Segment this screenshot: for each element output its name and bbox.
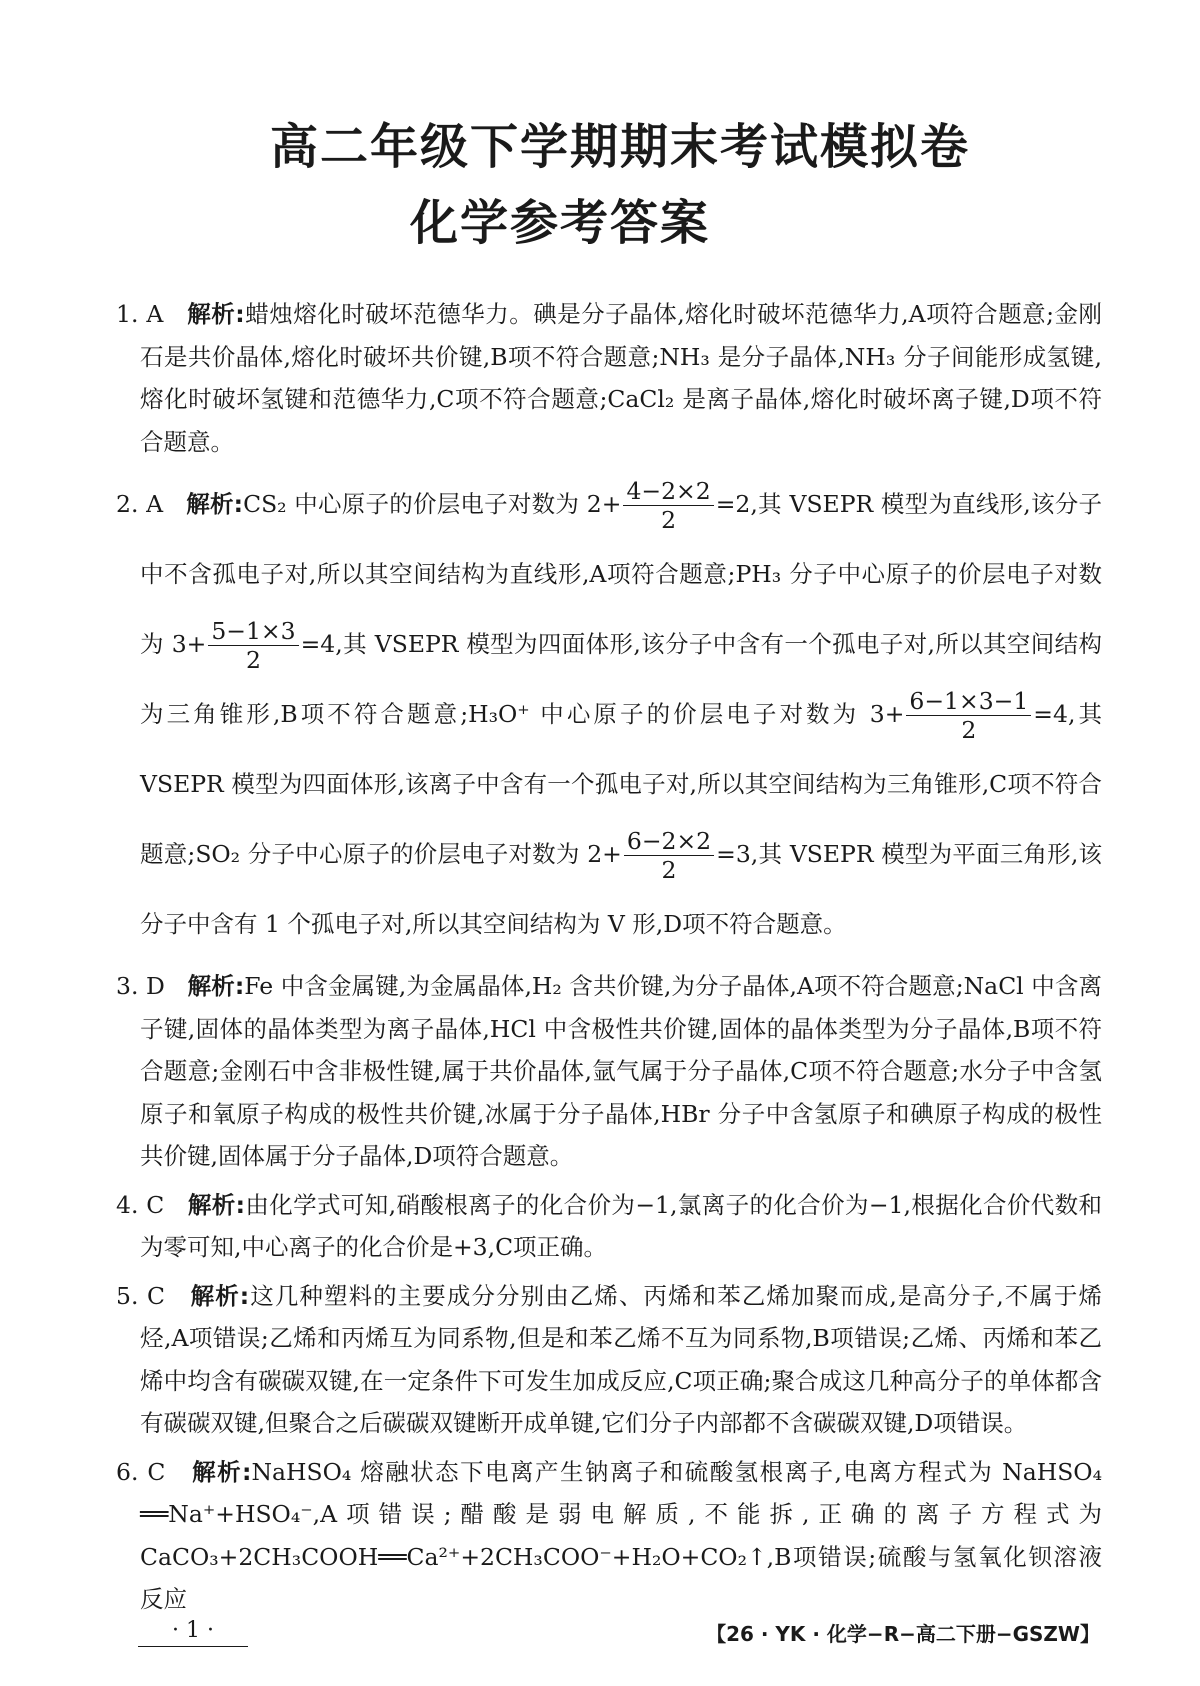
answer-item-1: [116, 293, 1102, 463]
analysis-label: 解析:: [187, 1190, 245, 1219]
answer-item-2: [116, 469, 1102, 959]
analysis-label: 解析:: [187, 300, 245, 328]
fraction: [624, 827, 714, 884]
answer-text-part: CS₂ 中心原子的价层电子对数为 2+: [243, 490, 622, 518]
page-title: 高二年级下学期期末考试模拟卷: [270, 119, 971, 175]
answer-text: Fe 中含金属键,为金属晶体,H₂ 含共价键,为分子晶体,A项不符合题意;NaCl 中含离子键,固体的晶体类型为离子晶体,HCl 中含极性共价键,固体的晶体类型为分子晶体,B项不符合题意;金刚石中含非极性键,属于共价晶体,氩气属于分子晶体,C项不符合题意;水分子中含氢原子和氧原子构成的极性共价键,冰属于分子晶体,HBr 分子中含氢原子和碘原子构成的极性共价键,固体属于分子晶体,D项符合题意。: [140, 972, 1102, 1170]
answer-item-5: [116, 1275, 1102, 1445]
answer-text: 蜡烛熔化时破坏范德华力。碘是分子晶体,熔化时破坏范德华力,A项符合题意;金刚石是共价晶体,熔化时破坏共价键,B项不符合题意;NH₃ 是分子晶体,NH₃ 分子间能形成氢键,熔化时破坏氢键和范德华力,C项不符合题意;CaCl₂ 是离子晶体,熔化时破坏离子键,D项不符合题意。: [140, 300, 1103, 456]
answer-body: [116, 293, 1102, 1627]
fraction-denominator: 2: [961, 716, 977, 744]
fraction-denominator: 2: [661, 856, 677, 884]
fraction-numerator: 6−2×2: [624, 827, 714, 856]
answer-text: 这几种塑料的主要成分分别由乙烯、丙烯和苯乙烯加聚而成,是高分子,不属于烯烃,A项错误;乙烯和丙烯互为同系物,但是和苯乙烯不互为同系物,B项错误;乙烯、丙烯和苯乙烯中均含有碳碳双键,在一定条件下可发生加成反应,C项正确;聚合成这几种高分子的单体都含有碳碳双键,但聚合之后碳碳双键断开成单键,它们分子内部都不含碳碳双键,D项错误。: [140, 1281, 1102, 1437]
page-subtitle: 化学参考答案: [410, 195, 711, 251]
answer-number: 3. D: [116, 972, 165, 1000]
fraction-denominator: 2: [661, 506, 677, 534]
fraction-numerator: 4−2×2: [623, 477, 713, 506]
fraction-denominator: 2: [245, 646, 261, 674]
answer-text-part: =4,其 VSEPR 模型为四面体形,该分子中含有一个孤电子对,所以其空间结构为三角锥形,B项不符合题意;H₃O⁺ 中心原子的价层电子对数为 3+: [140, 630, 1102, 728]
page-footer: [0, 1618, 1200, 1658]
analysis-label: 解析:: [187, 972, 245, 1000]
answer-text-part: =3,其 VSEPR 模型为平面三角形,该分子中含有 1 个孤电子对,所以其空间结构为 V 形,D项不符合题意。: [140, 840, 1102, 938]
answer-item-4: [116, 1184, 1102, 1269]
page-number: · 1 ·: [138, 1618, 248, 1647]
fraction-numerator: 5−1×3: [208, 617, 298, 646]
answer-text: NaHSO₄ 熔融状态下电离产生钠离子和硫酸氢根离子,电离方程式为 NaHSO₄ ══Na⁺+HSO₄⁻,A项错误;醋酸是弱电解质,不能拆,正确的离子方程式为 CaCO₃+2CH₃COOH══Ca²⁺+2CH₃COO⁻+H₂O+CO₂↑,B项错误;硫酸与氢氧化钡溶液反应: [140, 1457, 1102, 1613]
answer-text-part: =4,其 VSEPR 模型为四面体形,该离子中含有一个孤电子对,所以其空间结构为三角锥形,C项不符合题意;SO₂ 分子中心原子的价层电子对数为 2+: [140, 700, 1102, 868]
analysis-label: 解析:: [192, 1457, 252, 1486]
answer-text: 由化学式可知,硝酸根离子的化合价为−1,氯离子的化合价为−1,根据化合价代数和为零可知,中心离子的化合价是+3,C项正确。: [140, 1190, 1103, 1261]
answer-text-part: =2,其 VSEPR 模型为直线形,该分子中不含孤电子对,所以其空间结构为直线形,A项符合题意;PH₃ 分子中心原子的价层电子对数为 3+: [140, 490, 1102, 658]
fraction: [208, 617, 298, 674]
document-code: 【26 · YK · 化学−R−高二下册−GSZW】: [706, 1622, 1100, 1646]
fraction: [623, 477, 713, 534]
answer-number: 4. C: [116, 1190, 165, 1219]
answer-item-6: [116, 1451, 1102, 1621]
analysis-label: 解析:: [186, 490, 244, 518]
answer-item-3: [116, 965, 1102, 1178]
answer-number: 5. C: [116, 1281, 165, 1310]
answer-number: 1. A: [116, 300, 164, 328]
analysis-label: 解析:: [190, 1281, 250, 1310]
answer-number: 2. A: [116, 490, 164, 518]
answer-number: 6. C: [116, 1457, 166, 1486]
fraction: [906, 687, 1031, 744]
fraction-numerator: 6−1×3−1: [906, 687, 1031, 716]
